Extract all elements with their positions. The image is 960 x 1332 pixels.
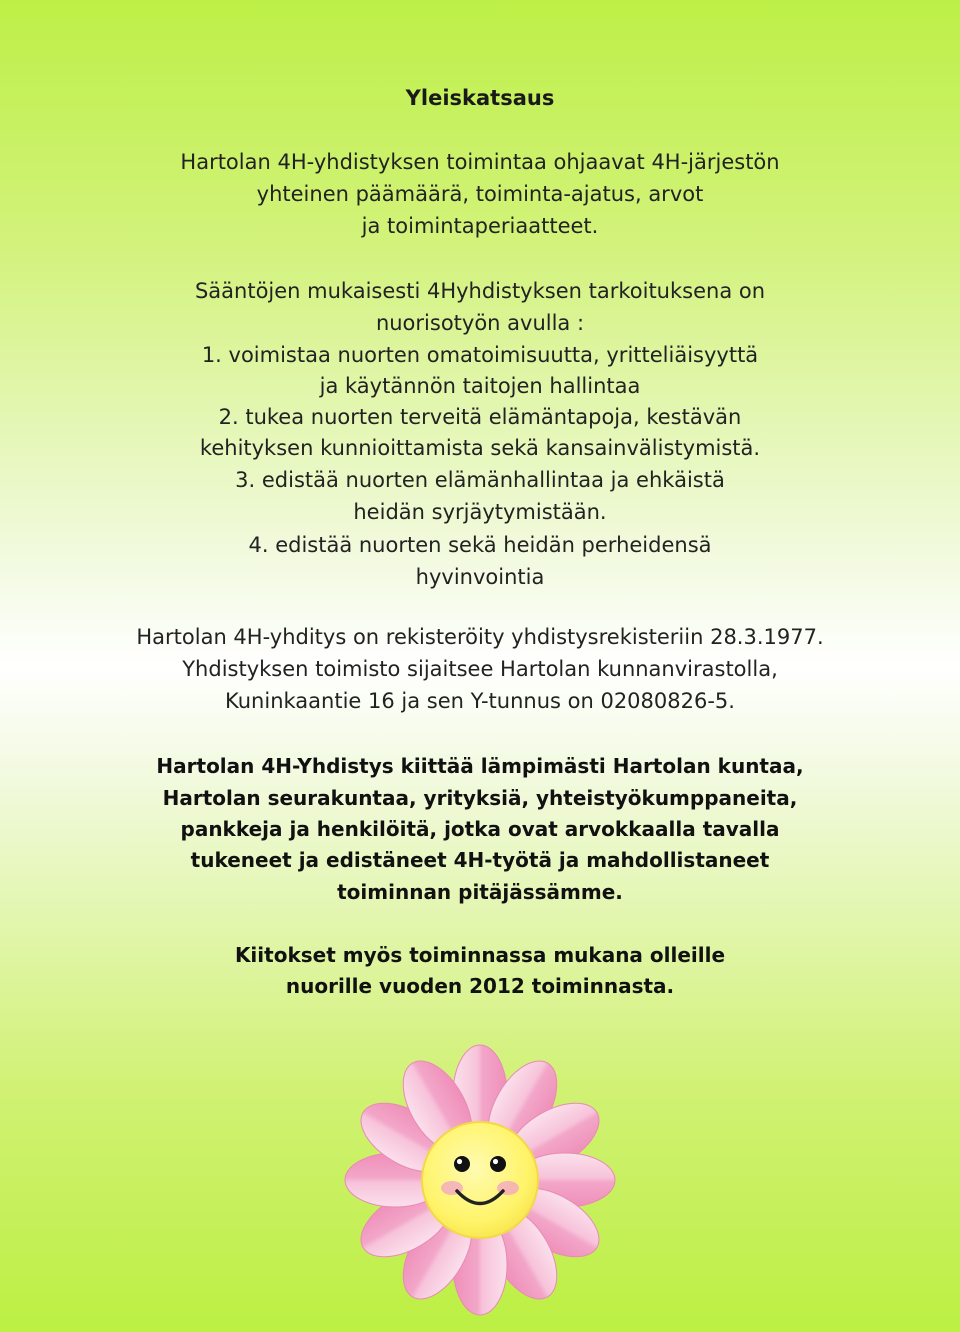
thanks-line: pankkeja ja henkilöitä, jotka ovat arvokkaalla tavalla xyxy=(180,817,780,841)
thanks-line: Hartolan 4H-Yhdistys kiittää lämpimästi Hartolan kuntaa, xyxy=(156,754,804,778)
page-title: Yleiskatsaus xyxy=(405,86,555,110)
right-eye xyxy=(490,1156,506,1172)
thanks-line: toiminnan pitäjässämme. xyxy=(337,880,623,904)
closing-line: Kiitokset myös toiminnassa mukana olleille xyxy=(234,943,726,967)
left-eye-highlight xyxy=(457,1159,462,1164)
purpose-item-2: 2. tukea nuorten terveitä elämäntapoja, kestävän xyxy=(218,405,742,429)
closing-line: nuorille vuoden 2012 toiminnasta. xyxy=(285,974,675,998)
registration-line: Hartolan 4H-yhditys on rekisteröity yhdistysrekisteriin 28.3.1977. xyxy=(136,625,824,649)
registration-line: Yhdistyksen toimisto sijaitsee Hartolan kunnanvirastolla, xyxy=(182,657,778,681)
purpose-line: Sääntöjen mukaisesti 4Hyhdistyksen tarkoituksena on xyxy=(194,279,766,303)
purpose-item-4: 4. edistää nuorten sekä heidän perheidensä xyxy=(248,533,712,557)
thanks-line: tukeneet ja edistäneet 4H-työtä ja mahdollistaneet xyxy=(190,848,770,872)
purpose-item-4-cont: hyvinvointia xyxy=(415,565,545,589)
purpose-item-3-cont: heidän syrjäytymistään. xyxy=(353,500,607,524)
purpose-item-3: 3. edistää nuorten elämänhallintaa ja ehkäistä xyxy=(235,468,725,492)
smiling-flower-icon xyxy=(335,1040,625,1330)
flower-face xyxy=(422,1122,538,1238)
intro-line: ja toimintaperiaatteet. xyxy=(361,214,599,238)
left-eye xyxy=(454,1156,470,1172)
purpose-item-1: 1. voimistaa nuorten omatoimisuutta, yritteliäisyyttä xyxy=(201,343,759,367)
purpose-line: nuorisotyön avulla : xyxy=(375,311,585,335)
purpose-item-1-cont: ja käytännön taitojen hallintaa xyxy=(319,374,641,398)
registration-line: Kuninkaantie 16 ja sen Y-tunnus on 02080826-5. xyxy=(225,689,735,713)
purpose-item-2-cont: kehityksen kunnioittamista sekä kansainvälistymistä. xyxy=(199,436,761,460)
intro-line: Hartolan 4H-yhdistyksen toimintaa ohjaavat 4H-järjestön xyxy=(180,150,780,174)
intro-line: yhteinen päämäärä, toiminta-ajatus, arvot xyxy=(256,182,704,206)
right-eye-highlight xyxy=(493,1159,498,1164)
thanks-line: Hartolan seurakuntaa, yrityksiä, yhteistyökumppaneita, xyxy=(162,786,798,810)
